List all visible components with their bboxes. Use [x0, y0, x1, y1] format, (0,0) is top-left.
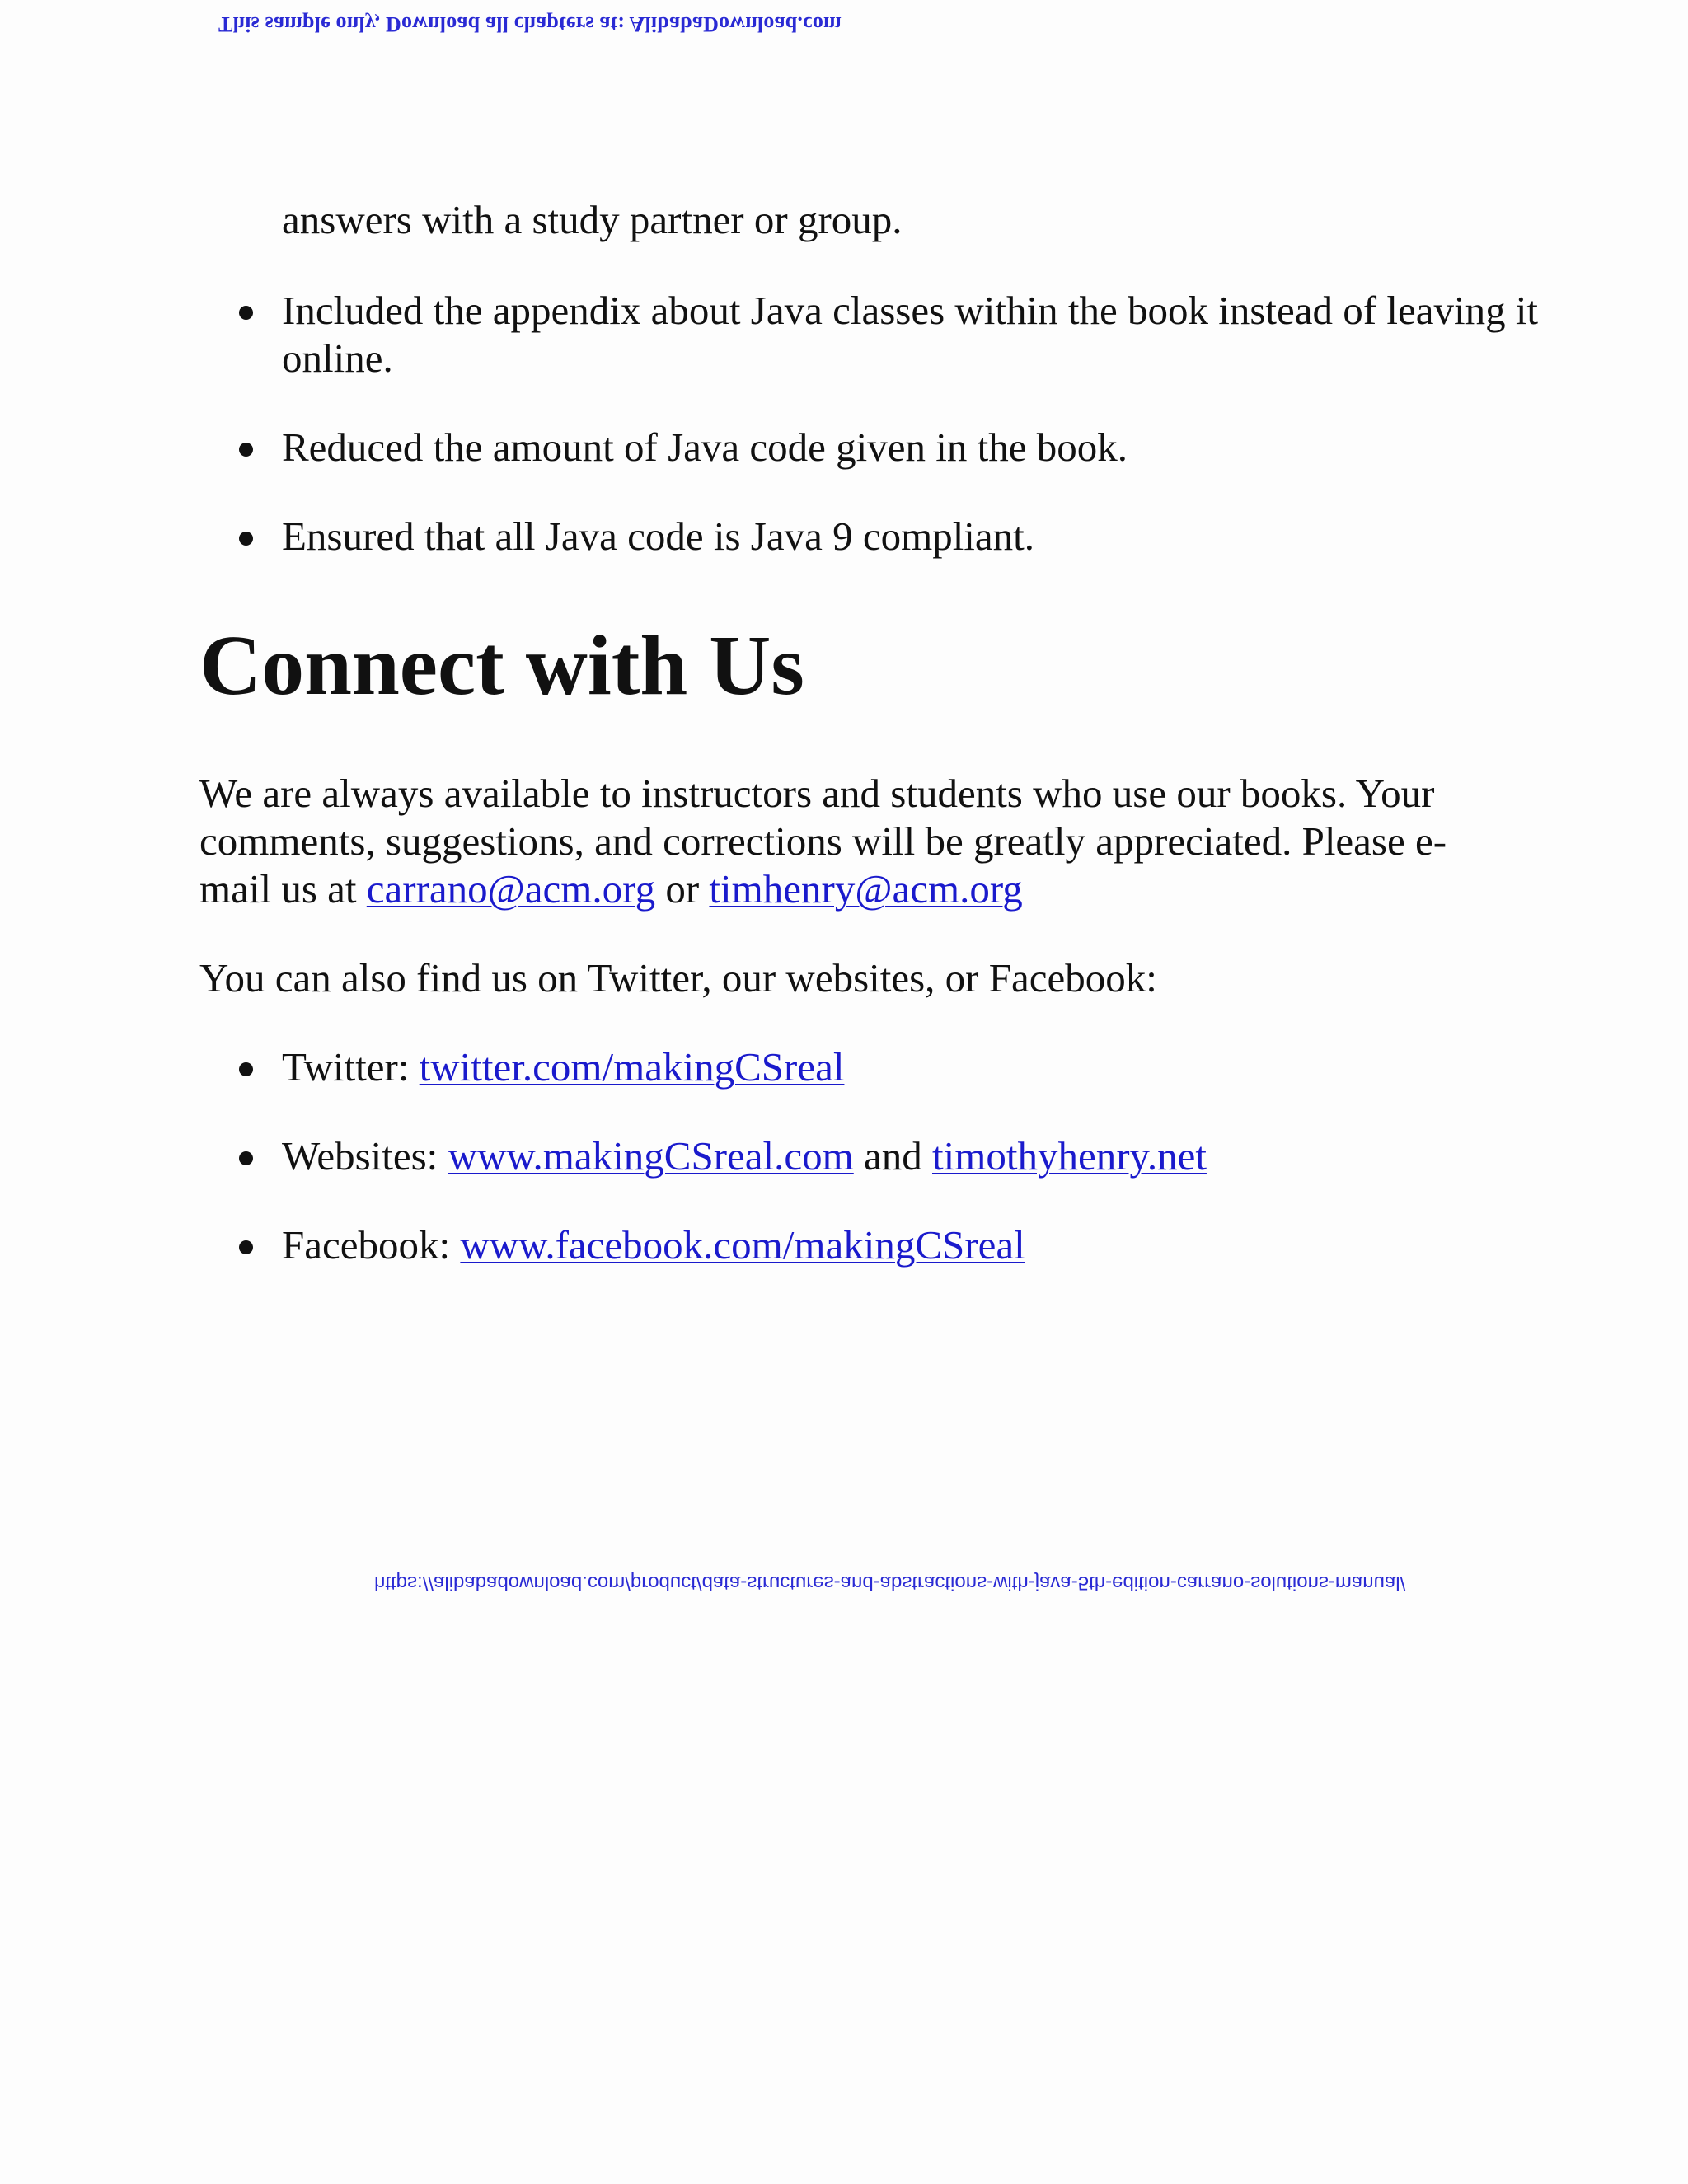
email-link-timhenry[interactable]: timhenry@acm.org	[709, 866, 1023, 912]
contact-paragraph	[199, 770, 1485, 913]
download-watermark-bottom: https://alibabadownload.com/product/data-structures-and-abstractions-with-java-5th-edition-carrano-solutions-manual/	[374, 1572, 1406, 1594]
social-list	[199, 1043, 1568, 1310]
facebook-label: Facebook:	[282, 1222, 461, 1268]
changes-list	[199, 287, 1568, 602]
bullet-icon	[239, 443, 253, 457]
facebook-link[interactable]: www.facebook.com/makingCSreal	[460, 1222, 1025, 1268]
list-item-text: Ensured that all Java code is Java 9 compliant.	[282, 513, 1035, 559]
twitter-label: Twitter:	[282, 1044, 420, 1090]
connect-heading: Connect with Us	[199, 618, 804, 713]
bullet-icon	[239, 1062, 253, 1076]
email-link-carrano[interactable]: carrano@acm.org	[366, 866, 656, 912]
contact-paragraph-text: We are always available to instructors and students who use our books. Your comments, suggestions, and corrections will be greatly appreciated. Please e-mail us at	[199, 771, 1447, 912]
websites-label: Websites:	[282, 1133, 448, 1179]
website-link-timothyhenry[interactable]: timothyhenry.net	[932, 1133, 1207, 1179]
bullet-icon	[239, 532, 253, 546]
list-item	[199, 513, 1568, 560]
twitter-link[interactable]: twitter.com/makingCSreal	[419, 1044, 845, 1090]
download-watermark-top: This sample only, Download all chapters at: AlibabaDownload.com	[218, 12, 842, 36]
list-item	[199, 424, 1568, 471]
social-item-twitter	[199, 1043, 1568, 1091]
website-link-makingcsreal[interactable]: www.makingCSreal.com	[448, 1133, 854, 1179]
social-item-websites	[199, 1132, 1568, 1180]
social-intro: You can also find us on Twitter, our websites, or Facebook:	[199, 955, 1157, 1001]
bullet-icon	[239, 306, 253, 320]
list-item-text: Reduced the amount of Java code given in the book.	[282, 424, 1128, 470]
list-item	[199, 287, 1568, 382]
continuation-text: answers with a study partner or group.	[282, 197, 903, 242]
and-text: and	[853, 1133, 932, 1179]
or-text: or	[655, 866, 710, 912]
social-item-facebook	[199, 1221, 1568, 1269]
list-item-text: Included the appendix about Java classes within the book instead of leaving it online.	[282, 288, 1539, 381]
bullet-icon	[239, 1151, 253, 1165]
bullet-icon	[239, 1240, 253, 1254]
